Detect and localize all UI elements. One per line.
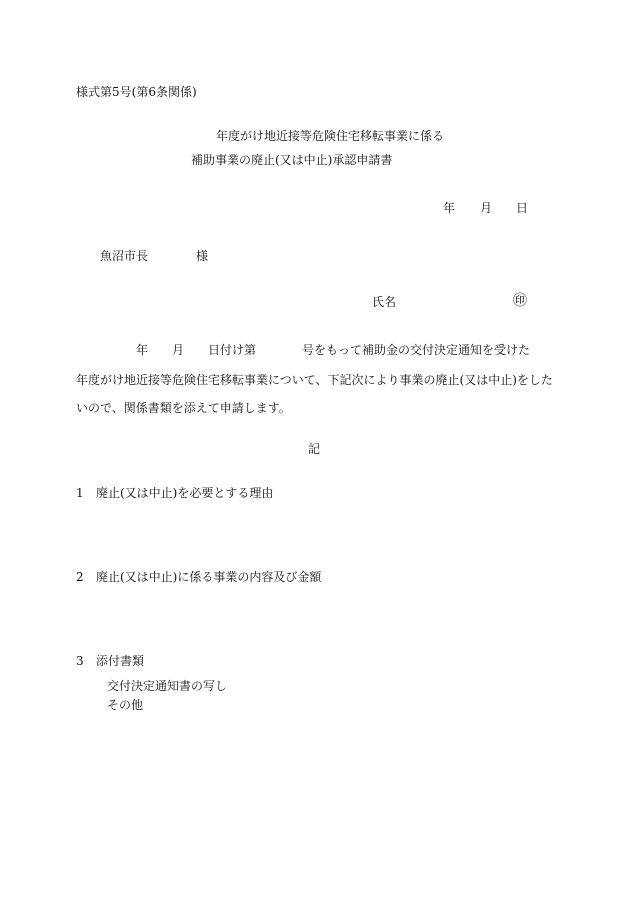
title-line-1: 年度がけ地近接等危険住宅移転事業に係る — [216, 129, 445, 143]
date-year-label: 年 — [443, 201, 456, 215]
seal-icon: ㊞ — [513, 293, 527, 309]
addressee-honorific: 様 — [196, 249, 209, 263]
title-line-2: 補助事業の廃止(又は中止)承認申請書 — [191, 153, 393, 167]
body-line-2: 年度がけ地近接等危険住宅移転事業について、下記次により事業の廃止(又は中止)をした — [76, 373, 553, 387]
ki-heading: 記 — [308, 442, 321, 456]
applicant-name-label: 氏名 — [372, 295, 397, 309]
body-month-label: 月 — [172, 343, 185, 357]
attachment-item: 交付決定通知書の写し — [107, 679, 228, 693]
date-day-label: 日 — [516, 201, 529, 215]
form-number: 様式第5号(第6条関係) — [76, 85, 197, 99]
body-line-3: いので、関係書類を添えて申請します。 — [76, 401, 291, 415]
item-number: 2 — [76, 570, 84, 584]
item-label: 添付書類 — [96, 654, 145, 668]
attachment-item: その他 — [107, 698, 144, 712]
body-line-1-rest: 号をもって補助金の交付決定通知を受けた — [302, 343, 531, 357]
addressee-name: 魚沼市長 — [100, 249, 149, 263]
item-label: 廃止(又は中止)を必要とする理由 — [96, 486, 274, 500]
date-month-label: 月 — [480, 201, 493, 215]
body-day-issue-label: 日付け第 — [208, 343, 257, 357]
item-number: 3 — [76, 654, 84, 668]
item-label: 廃止(又は中止)に係る事業の内容及び金額 — [96, 570, 322, 584]
item-number: 1 — [76, 486, 84, 500]
body-year-label: 年 — [136, 343, 149, 357]
